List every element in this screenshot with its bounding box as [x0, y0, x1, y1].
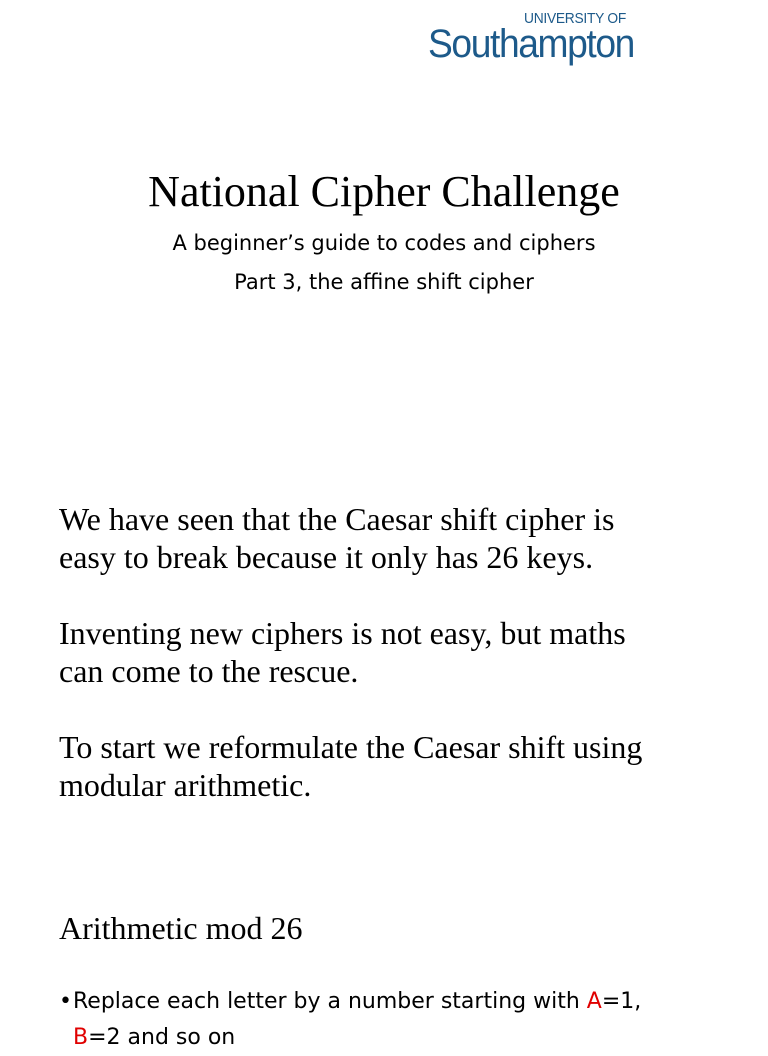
bullet-item: [59, 984, 759, 1056]
university-logo: [428, 8, 678, 78]
logo-university-of: UNIVERSITY OF: [524, 10, 626, 27]
logo-southampton: Southampton: [428, 22, 634, 66]
bullet-text: Replace each letter by a number starting with: [73, 989, 587, 1014]
subtitle-line-2: Part 3, the affine shift cipher: [234, 270, 534, 294]
subtitle-line-1: A beginner’s guide to codes and ciphers: [172, 231, 596, 255]
section-heading: Arithmetic mod 26: [59, 910, 303, 946]
bullet-marker: •: [59, 989, 72, 1014]
paragraph-line: To start we reformulate the Caesar shift using: [59, 729, 643, 765]
page-title: National Cipher Challenge: [148, 167, 620, 216]
paragraph-line: modular arithmetic.: [59, 767, 312, 803]
paragraph-line: easy to break because it only has 26 keys.: [59, 539, 594, 575]
paragraph-line: We have seen that the Caesar shift cipher is: [59, 501, 615, 537]
highlight-letter-b: B: [73, 1025, 89, 1050]
highlight-letter-a: A: [586, 989, 602, 1014]
paragraph-modular-arithmetic: [59, 728, 749, 804]
bullet-next-line-text: =2 and so on: [88, 1025, 236, 1050]
bullet-text-after: =1,: [601, 989, 642, 1014]
paragraph-maths-rescue: [59, 614, 749, 690]
paragraph-line: can come to the rescue.: [59, 653, 359, 689]
paragraph-line: Inventing new ciphers is not easy, but maths: [59, 615, 626, 651]
paragraph-caesar-weakness: [59, 500, 749, 576]
